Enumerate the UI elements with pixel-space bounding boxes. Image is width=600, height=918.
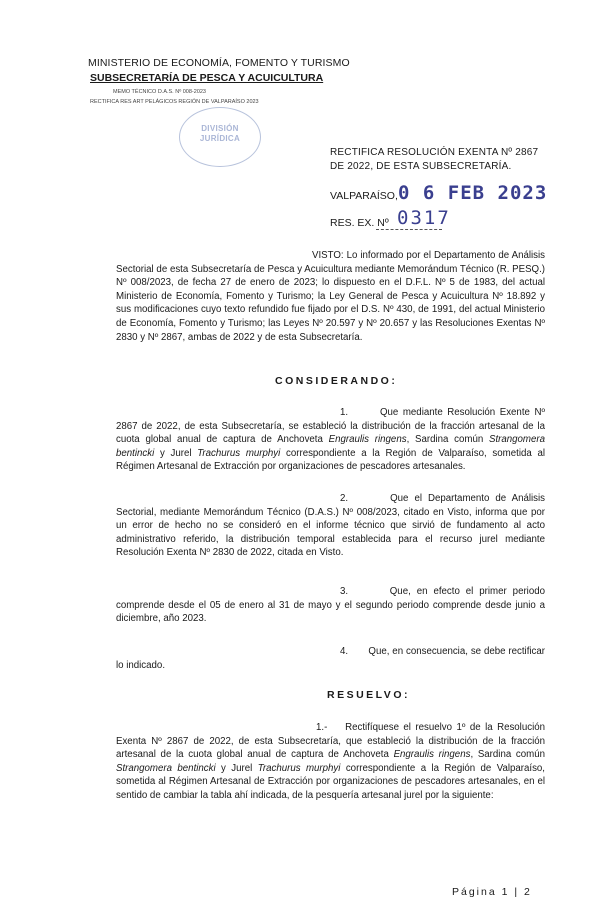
considerando-2-number: 2. — [340, 493, 349, 504]
place-label: VALPARAÍSO, — [330, 190, 398, 202]
document-subject: RECTIFICA RESOLUCIÓN EXENTA Nº 2867 DE 2022, DE ESTA SUBSECRETARÍA. — [330, 147, 539, 172]
considerando-2: 2. Que el Departamento de Análisis Sectorial, mediante Memorándum Técnico (D.A.S.) Nº 008/2023, citado en Visto, informa que por un error de hecho no se consideró en el informe técnico que sirvió de fundamento al acto administrativo referido, la distribución temporal establecida para el recurso jurel mediante Resolución Exenta Nº 2830 de 2022, citada en Visto. — [116, 493, 545, 559]
considerando-heading: CONSIDERANDO: — [275, 375, 398, 387]
ministry-name: MINISTERIO DE ECONOMÍA, FOMENTO Y TURISMO — [88, 57, 350, 69]
visto-paragraph: VISTO: Lo informado por el Departamento de Análisis Sectorial de esta Subsecretaría de Pesca y Acuicultura mediante Memorándum Técnico (R. PESQ.) Nº 008/2023, de fecha 27 de enero de 2023; lo dispuesto en el D.F.L. Nº 5 de 1983, del actual Ministerio de Economía, Fomento y Turismo; la Ley General de Pesca y Acuicultura Nº 18.892 y sus modificaciones cuyo texto refundido fue fijado por el D.S. Nº 430, de 1991, del actual Ministerio de Economía, Fomento y Turismo; las Leyes Nº 20.597 y Nº 20.657 y las Resoluciones Exentas Nº 2830 y Nº 2867, ambas de 2022 y de esta Subsecretaría. — [116, 250, 545, 343]
rectifica-reference: RECTIFICA RES ART PELÁGICOS REGIÓN DE VALPARAÍSO 2023 — [90, 99, 259, 105]
memo-reference: MEMO TÉCNICO D.A.S. Nº 008-2023 — [113, 89, 206, 95]
resuelvo-heading: RESUELVO: — [327, 689, 410, 701]
considerando-1: 1. Que mediante Resolución Exente Nº 2867 de 2022, de esta Subsecretaría, se estableció la distribución de la fracción artesanal de la cuota global anual de captura de Anchoveta Engraulis ringens, Sardina común Strangomera bentincki y Jurel Trachurus murphyi correspondiente a la Región de Valparaíso, sometida al Régimen Artesanal de Extracción por organizaciones de pescadores artesanales. — [116, 407, 545, 473]
resuelvo-1-number: 1.- — [316, 722, 328, 733]
considerando-3: 3. Que, en efecto el primer periodo comprende desde el 05 de enero al 31 de mayo y el segundo periodo comprende desde junio a diciembre, año 2023. — [116, 586, 545, 625]
date-stamp: 0 6 FEB 2023 — [398, 182, 548, 204]
subsecretaria-name: SUBSECRETARÍA DE PESCA Y ACUICULTURA — [90, 72, 324, 84]
stamp-line-2: JURÍDICA — [199, 134, 241, 143]
resolution-number-line — [376, 229, 442, 230]
considerando-3-number: 3. — [340, 586, 349, 597]
division-juridica-stamp — [179, 107, 261, 167]
stamp-line-1: DIVISIÓN — [201, 124, 239, 133]
considerando-4-number: 4. — [340, 646, 349, 657]
resolution-label: RES. EX. Nº — [330, 217, 389, 229]
considerando-1-number: 1. — [340, 407, 349, 418]
resolution-number: 0317 — [397, 207, 451, 229]
considerando-4: 4. Que, en consecuencia, se debe rectificar lo indicado. — [116, 646, 546, 671]
resuelvo-1: 1.- Rectifíquese el resuelvo 1º de la Resolución Exenta Nº 2867 de 2022, de esta Subsecretaría, que estableció la distribución de la fracción artesanal de la cuota global anual de captura de Anchoveta Engraulis ringens, Sardina común Strangomera bentincki y Jurel Trachurus murphyi correspondiente a la Región de Valparaíso, sometida al Régimen Artesanal de Extracción por organizaciones de pescadores artesanales, en el sentido de cambiar la tabla ahí indicada, de la pesquería artesanal jurel por la siguiente: — [116, 722, 546, 801]
page-number: Página 1 | 2 — [452, 886, 532, 898]
